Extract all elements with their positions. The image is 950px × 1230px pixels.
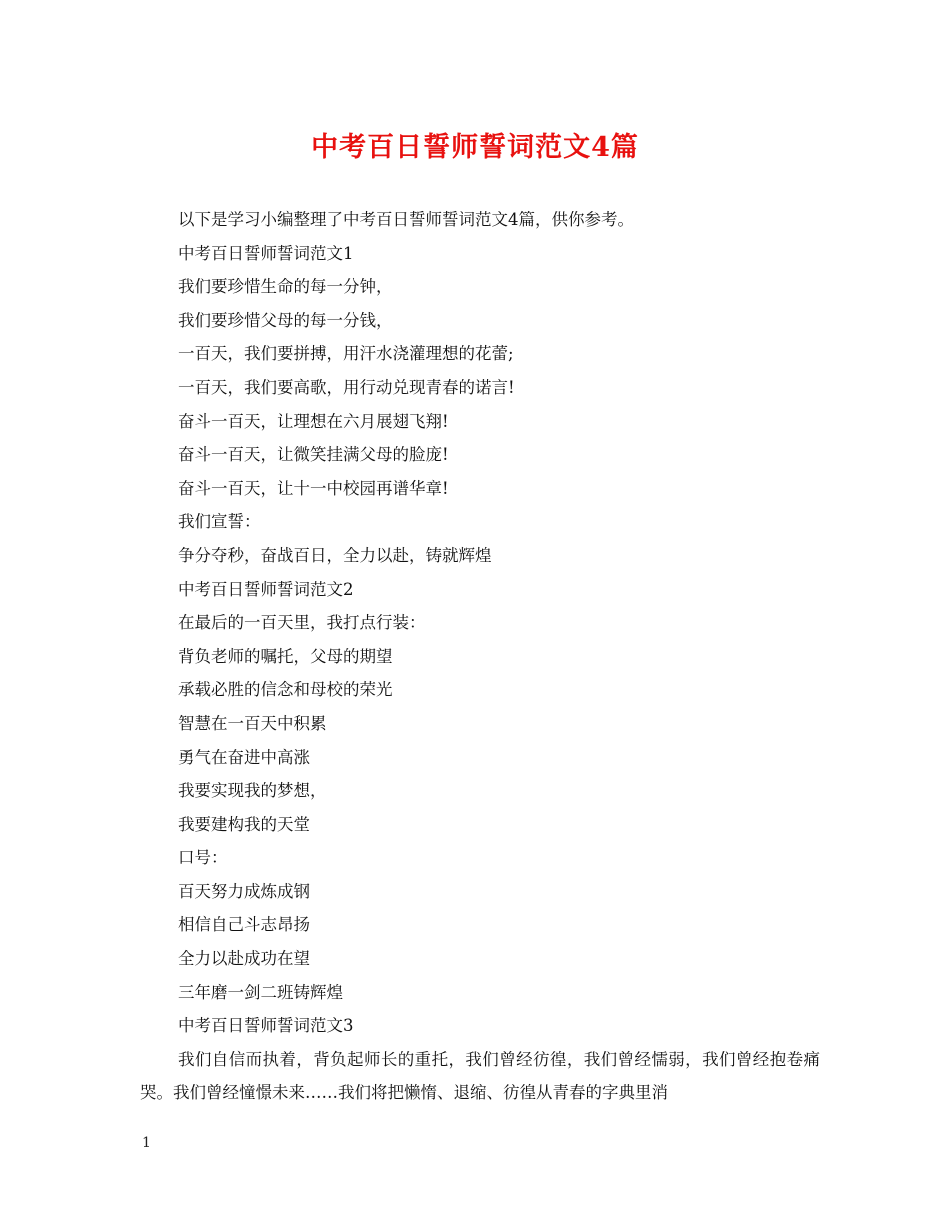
document-body bbox=[140, 203, 820, 1110]
paragraph: 我们要珍惜父母的每一分钱， bbox=[178, 310, 393, 330]
paragraph: 智慧在一百天中积累 bbox=[178, 713, 327, 733]
paragraph: 背负老师的嘱托，父母的期望 bbox=[178, 646, 393, 666]
paragraph: 我要建构我的天堂 bbox=[178, 814, 310, 834]
paragraph: 我们宣誓： bbox=[178, 512, 261, 532]
document-title: 中考百日誓师誓词范文4篇 bbox=[311, 132, 639, 163]
paragraph: 以下是学习小编整理了中考百日誓师誓词范文4篇，供你参考。 bbox=[178, 210, 634, 229]
paragraph: 在最后的一百天里，我打点行装： bbox=[178, 613, 426, 633]
paragraph: 口号： bbox=[178, 848, 228, 868]
section-heading: 中考百日誓师誓词范文3 bbox=[178, 1016, 354, 1036]
paragraph: 奋斗一百天，让微笑挂满父母的脸庞! bbox=[178, 445, 449, 465]
paragraph: 我要实现我的梦想， bbox=[178, 781, 327, 801]
paragraph: 三年磨一剑二班铸辉煌 bbox=[178, 982, 343, 1002]
paragraph: 承载必胜的信念和母校的荣光 bbox=[178, 680, 393, 700]
section-heading: 中考百日誓师誓词范文2 bbox=[178, 579, 354, 599]
paragraph: 我们要珍惜生命的每一分钟， bbox=[178, 277, 393, 297]
paragraph: 全力以赴成功在望 bbox=[178, 949, 310, 969]
section-heading: 中考百日誓师誓词范文1 bbox=[178, 243, 354, 263]
page-number: 1 bbox=[142, 1135, 151, 1151]
paragraph: 勇气在奋进中高涨 bbox=[178, 747, 310, 767]
paragraph: 奋斗一百天，让理想在六月展翅飞翔! bbox=[178, 411, 449, 431]
paragraph: 相信自己斗志昂扬 bbox=[178, 915, 310, 935]
paragraph: 争分夺秒，奋战百日，全力以赴，铸就辉煌 bbox=[178, 545, 492, 565]
paragraph: 百天努力成炼成钢 bbox=[178, 881, 310, 901]
paragraph: 我们自信而执着，背负起师长的重托，我们曾经彷徨，我们曾经懦弱，我们曾经抱卷痛哭。我们曾经憧憬未来……我们将把懒惰、退缩、彷徨从青春的字典里消 bbox=[140, 1049, 820, 1103]
paragraph: 一百天，我们要拼搏，用汗水浇灌理想的花蕾; bbox=[178, 344, 514, 364]
paragraph: 一百天，我们要高歌，用行动兑现青春的诺言! bbox=[178, 377, 515, 397]
paragraph: 奋斗一百天，让十一中校园再谱华章! bbox=[178, 478, 449, 498]
